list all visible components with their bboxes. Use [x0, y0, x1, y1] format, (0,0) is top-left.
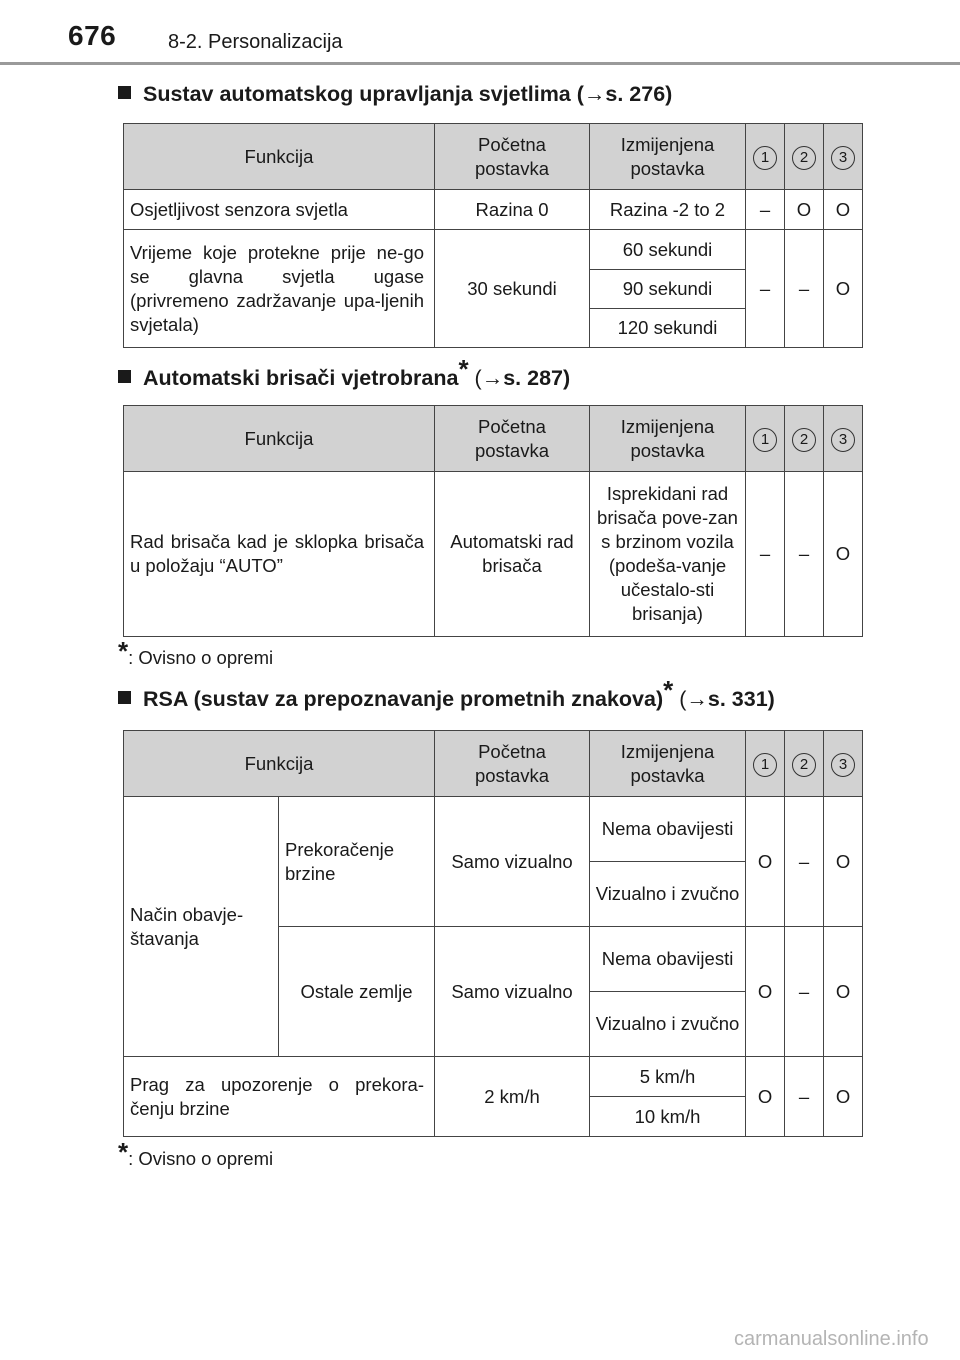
mark-cell-2: – [785, 797, 824, 927]
modified-cell: 120 sekundi [590, 309, 746, 348]
mark-cell-1: O [746, 1057, 785, 1137]
section-heading-wipers [118, 354, 571, 391]
circled-2-icon: 2 [792, 428, 816, 452]
table-row [124, 190, 863, 230]
col-header-modified: Izmijenjena postavka [590, 406, 746, 472]
square-bullet-icon [118, 691, 131, 704]
modified-cell: Nema obavijesti [590, 927, 746, 992]
modified-cell: Vizualno i zvučno [590, 992, 746, 1057]
col-header-function: Funkcija [124, 124, 435, 190]
col-header-modified: Izmijenjena postavka [590, 124, 746, 190]
table-header-row [124, 406, 863, 472]
footnote-text: : Ovisno o opremi [128, 1148, 274, 1169]
mark-cell-1: O [746, 797, 785, 927]
mark-cell-3: O [824, 797, 863, 927]
square-bullet-icon [118, 370, 131, 383]
mark-cell-1: – [746, 230, 785, 348]
col-header-3 [824, 731, 863, 797]
col-header-3 [824, 406, 863, 472]
mark-cell-2: – [785, 927, 824, 1057]
watermark: carmanualsonline.info [734, 1328, 929, 1350]
footnote-star: * [663, 675, 674, 705]
table-rsa [123, 730, 863, 1137]
arrow-right-icon: → [481, 366, 504, 390]
initial-cell: Automatski rad brisača [435, 472, 590, 637]
mark-cell-1: – [746, 190, 785, 230]
footnote-text: : Ovisno o opremi [128, 647, 274, 668]
initial-cell: Samo vizualno [435, 797, 590, 927]
open-paren: ( [679, 687, 687, 711]
modified-cell: Vizualno i zvučno [590, 862, 746, 927]
col-header-initial: Početna postavka [435, 124, 590, 190]
page-number: 676 [68, 20, 117, 51]
footnote [118, 636, 274, 669]
mark-cell-3: O [824, 230, 863, 348]
mark-cell-2: – [785, 1057, 824, 1137]
circled-1-icon: 1 [753, 428, 777, 452]
circled-3-icon: 3 [831, 428, 855, 452]
col-header-3 [824, 124, 863, 190]
heading-text: Sustav automatskog upravljanja svjetlima ( [143, 82, 584, 106]
section-heading-rsa [118, 675, 775, 712]
col-header-initial: Početna postavka [435, 406, 590, 472]
circled-1-icon: 1 [753, 753, 777, 777]
table-row [124, 472, 863, 637]
arrow-right-icon: → [583, 82, 606, 106]
table-row [124, 1057, 863, 1097]
function-cell: Osjetljivost senzora svjetla [124, 190, 435, 230]
col-header-2 [785, 124, 824, 190]
function-cell: Prag za upozorenje o prekora-čenju brzine [124, 1057, 435, 1137]
mark-cell-3: O [824, 472, 863, 637]
modified-cell: 90 sekundi [590, 270, 746, 309]
col-header-1 [746, 406, 785, 472]
section-label: 8-2. Personalizacija [168, 31, 343, 53]
col-header-2 [785, 731, 824, 797]
heading-text: RSA (sustav za prepoznavanje prometnih znakova) [143, 687, 664, 711]
table-row [124, 797, 863, 862]
initial-cell: 30 sekundi [435, 230, 590, 348]
col-header-2 [785, 406, 824, 472]
modified-cell: Razina -2 to 2 [590, 190, 746, 230]
heading-text: Automatski brisači vjetrobrana [143, 366, 459, 390]
header-divider [0, 62, 960, 65]
table-row [124, 230, 863, 270]
mark-cell-2: – [785, 230, 824, 348]
modified-cell: 10 km/h [590, 1097, 746, 1137]
circled-1-icon: 1 [753, 146, 777, 170]
col-header-function: Funkcija [124, 406, 435, 472]
page-reference: s. 287) [503, 366, 571, 390]
circled-2-icon: 2 [792, 146, 816, 170]
page-reference: s. 276) [605, 82, 673, 106]
table-header-row [124, 731, 863, 797]
function-cell: Vrijeme koje protekne prije ne-go se glavna svjetla ugase (privremeno zadržavanje upa-ljenih svjetala) [124, 230, 435, 348]
mark-cell-3: O [824, 1057, 863, 1137]
arrow-right-icon: → [686, 687, 708, 711]
mark-cell-2: O [785, 190, 824, 230]
sub-function-cell: Ostale zemlje [279, 927, 435, 1057]
mark-cell-2: – [785, 472, 824, 637]
initial-cell: Razina 0 [435, 190, 590, 230]
section-heading-light-control [118, 82, 672, 107]
sub-function-cell: Prekoračenje brzine [279, 797, 435, 927]
modified-cell: 5 km/h [590, 1057, 746, 1097]
table-wipers [123, 405, 863, 637]
table-light-control [123, 123, 863, 348]
circled-3-icon: 3 [831, 753, 855, 777]
modified-cell: Isprekidani rad brisača pove-zan s brzinom vozila (podeša-vanje učestalo-sti brisanja) [590, 472, 746, 637]
col-header-modified: Izmijenjena postavka [590, 731, 746, 797]
col-header-initial: Početna postavka [435, 731, 590, 797]
col-header-1 [746, 124, 785, 190]
initial-cell: Samo vizualno [435, 927, 590, 1057]
initial-cell: 2 km/h [435, 1057, 590, 1137]
mark-cell-3: O [824, 927, 863, 1057]
circled-3-icon: 3 [831, 146, 855, 170]
square-bullet-icon [118, 86, 131, 99]
footnote-star: * [118, 1137, 129, 1167]
col-header-1 [746, 731, 785, 797]
function-cell: Rad brisača kad je sklopka brisača u položaju “AUTO” [124, 472, 435, 637]
col-header-function: Funkcija [124, 731, 435, 797]
table-header-row [124, 124, 863, 190]
footnote-star: * [118, 636, 129, 666]
circled-2-icon: 2 [792, 753, 816, 777]
footnote-star: * [458, 354, 469, 384]
mark-cell-1: – [746, 472, 785, 637]
footnote [118, 1137, 274, 1170]
modified-cell: Nema obavijesti [590, 797, 746, 862]
mark-cell-1: O [746, 927, 785, 1057]
mark-cell-3: O [824, 190, 863, 230]
open-paren: ( [474, 366, 482, 390]
modified-cell: 60 sekundi [590, 230, 746, 270]
page-reference: s. 331) [707, 687, 775, 711]
function-cell: Način obavje-štavanja [124, 797, 279, 1057]
